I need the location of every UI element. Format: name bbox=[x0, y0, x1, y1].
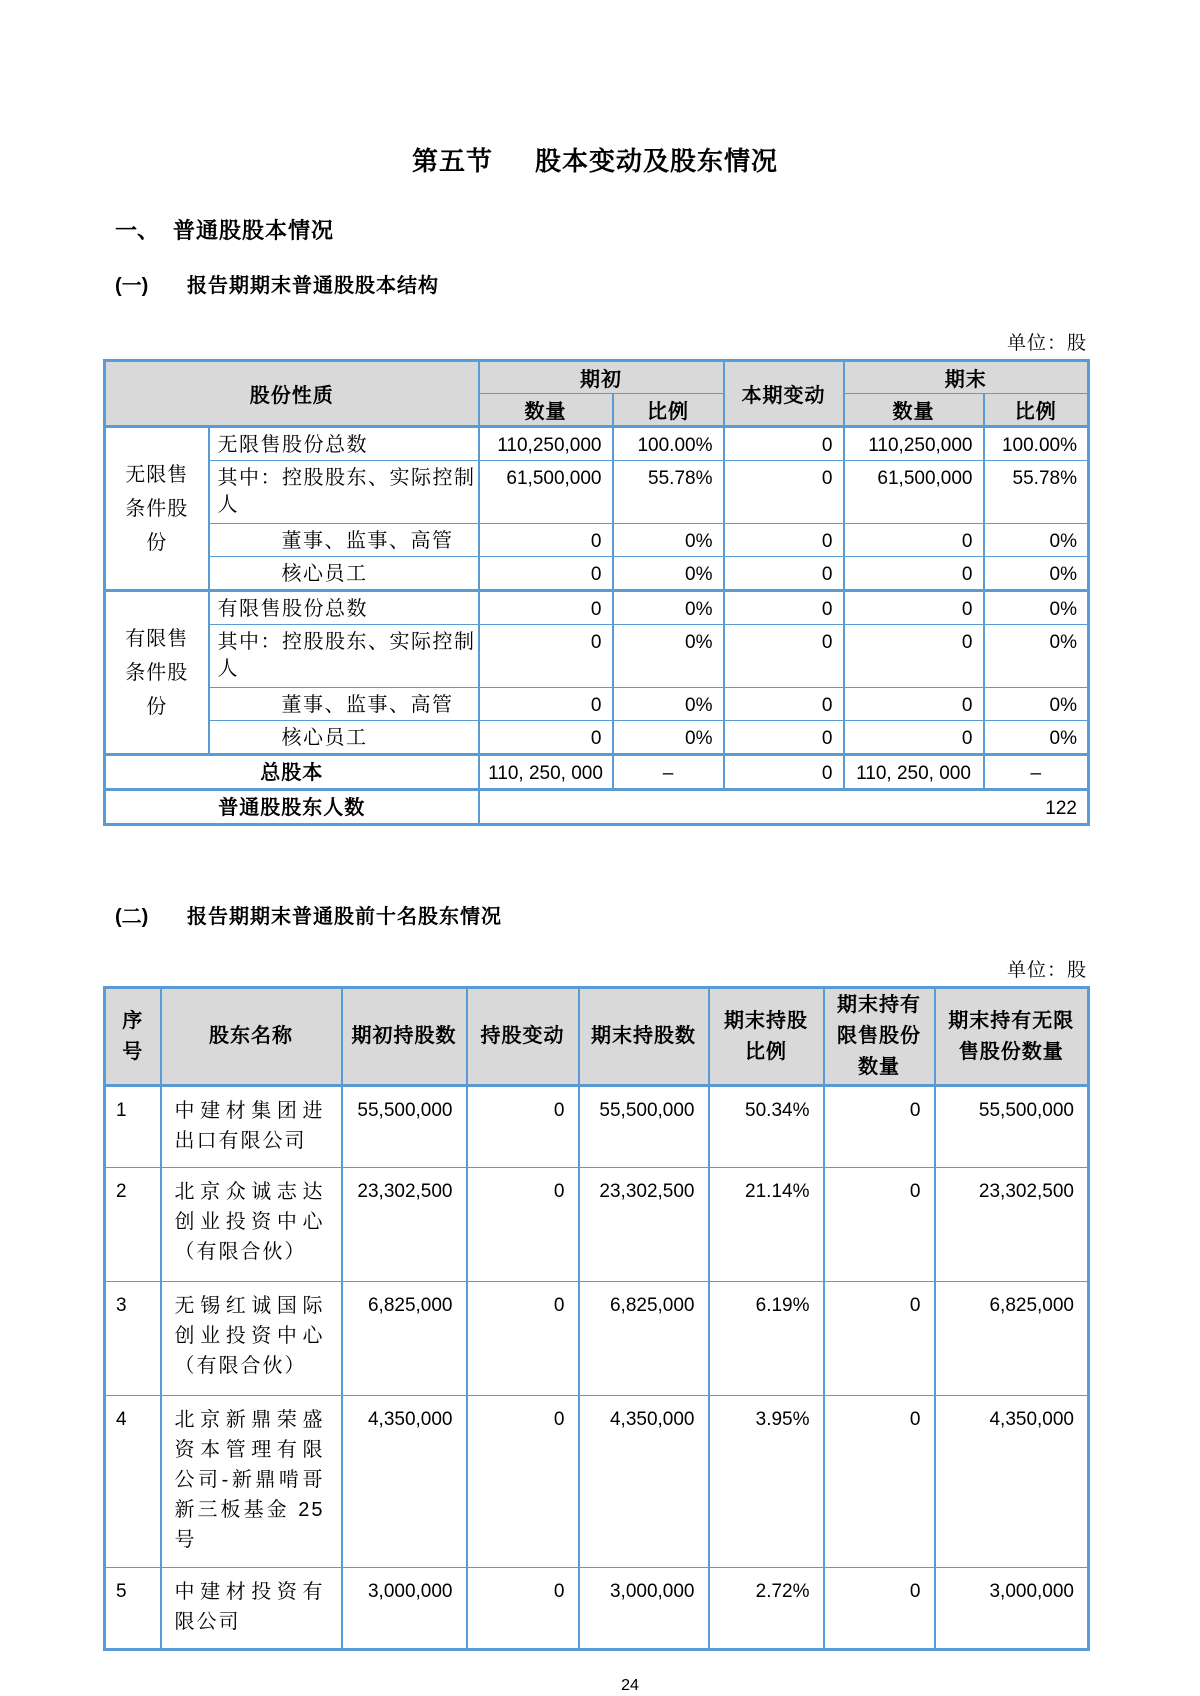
value-cell: 0 bbox=[844, 721, 984, 755]
shareholder-name-cell: 北京新鼎荣盛资本管理有限公司-新鼎啃哥新三板基金 25 号 bbox=[161, 1396, 342, 1568]
row-label-cell: 核心员工 bbox=[209, 557, 479, 591]
value-cell: 55.78% bbox=[613, 461, 724, 524]
group-cell-unrestricted: 无限售条件股份 bbox=[105, 427, 209, 591]
ratio-cell: 21.14% bbox=[709, 1168, 824, 1282]
shares-begin-cell: 23,302,500 bbox=[342, 1168, 467, 1282]
page-content bbox=[0, 141, 1200, 1695]
subsection-heading-2 bbox=[115, 900, 1087, 929]
value-cell: 0 bbox=[724, 524, 844, 557]
row-label-cell: 其中：控股股东、实际控制人 bbox=[209, 625, 479, 688]
value-cell: – bbox=[613, 755, 724, 790]
value-cell: 0% bbox=[984, 625, 1089, 688]
subsection-1-text: 报告期期末普通股股本结构 bbox=[187, 275, 439, 297]
value-cell: 0 bbox=[479, 524, 613, 557]
ratio-cell: 6.19% bbox=[709, 1282, 824, 1396]
header-end-ratio: 比例 bbox=[984, 394, 1089, 427]
unrestricted-shares-cell: 23,302,500 bbox=[935, 1168, 1089, 1282]
restricted-shares-cell: 0 bbox=[824, 1568, 935, 1650]
table-row bbox=[105, 427, 1089, 461]
value-cell: 0 bbox=[724, 591, 844, 625]
table-row bbox=[105, 688, 1089, 721]
value-cell: 0 bbox=[724, 755, 844, 790]
value-cell: 110, 250, 000 bbox=[844, 755, 984, 790]
value-cell: 0% bbox=[984, 524, 1089, 557]
table-row bbox=[105, 1282, 1089, 1396]
total-row bbox=[105, 755, 1089, 790]
value-cell: 0 bbox=[479, 625, 613, 688]
subsection-2-number: (二) bbox=[115, 906, 149, 928]
table-row bbox=[105, 1396, 1089, 1568]
shares-end-cell: 6,825,000 bbox=[579, 1282, 709, 1396]
table-row bbox=[105, 1086, 1089, 1168]
header-shares-change: 持股变动 bbox=[467, 988, 579, 1086]
value-cell: 0 bbox=[479, 688, 613, 721]
row-label-cell: 董事、监事、高管 bbox=[209, 524, 479, 557]
value-cell: 100.00% bbox=[613, 427, 724, 461]
table-row bbox=[105, 1168, 1089, 1282]
value-cell: 0% bbox=[613, 721, 724, 755]
holders-label-cell: 普通股股东人数 bbox=[105, 790, 479, 825]
value-cell: 61,500,000 bbox=[844, 461, 984, 524]
row-label-cell: 董事、监事、高管 bbox=[209, 688, 479, 721]
unrestricted-shares-cell: 55,500,000 bbox=[935, 1086, 1089, 1168]
shareholder-name-cell: 中建材集团进出口有限公司 bbox=[161, 1086, 342, 1168]
value-cell: – bbox=[984, 755, 1089, 790]
rank-cell: 1 bbox=[105, 1086, 161, 1168]
table-row bbox=[105, 461, 1089, 524]
value-cell: 0 bbox=[479, 591, 613, 625]
page-number: 24 bbox=[621, 1677, 639, 1694]
subsection-heading-1 bbox=[115, 269, 1087, 298]
rank-cell: 5 bbox=[105, 1568, 161, 1650]
shareholders-table bbox=[103, 986, 1090, 1651]
header-end-ratio: 期末持股比例 bbox=[709, 988, 824, 1086]
rank-cell: 3 bbox=[105, 1282, 161, 1396]
header-period-end: 期末 bbox=[844, 361, 1089, 394]
page-title bbox=[103, 141, 1087, 178]
value-cell: 0% bbox=[613, 591, 724, 625]
value-cell: 100.00% bbox=[984, 427, 1089, 461]
table-row bbox=[105, 721, 1089, 755]
value-cell: 0% bbox=[984, 721, 1089, 755]
table-header-row bbox=[105, 988, 1089, 1086]
holders-count-row bbox=[105, 790, 1089, 825]
unit-label-1: 单位：股 bbox=[1006, 333, 1087, 354]
header-begin-ratio: 比例 bbox=[613, 394, 724, 427]
page-title-text: 股本变动及股东情况 bbox=[535, 146, 779, 176]
share-structure-table bbox=[103, 359, 1090, 826]
subsection-2-text: 报告期期末普通股前十名股东情况 bbox=[187, 906, 502, 928]
value-cell: 110, 250, 000 bbox=[479, 755, 613, 790]
shares-begin-cell: 6,825,000 bbox=[342, 1282, 467, 1396]
table-header-row bbox=[105, 361, 1089, 394]
row-label-cell: 核心员工 bbox=[209, 721, 479, 755]
shares-begin-cell: 3,000,000 bbox=[342, 1568, 467, 1650]
shares-change-cell: 0 bbox=[467, 1086, 579, 1168]
table-row bbox=[105, 625, 1089, 688]
section-heading-number: 一、 bbox=[115, 218, 160, 243]
header-period-begin: 期初 bbox=[479, 361, 724, 394]
subsection-1-number: (一) bbox=[115, 275, 149, 297]
row-label-cell: 有限售股份总数 bbox=[209, 591, 479, 625]
total-label-cell: 总股本 bbox=[105, 755, 479, 790]
value-cell: 0% bbox=[984, 591, 1089, 625]
rank-cell: 4 bbox=[105, 1396, 161, 1568]
value-cell: 0 bbox=[724, 427, 844, 461]
value-cell: 0% bbox=[984, 688, 1089, 721]
shares-end-cell: 4,350,000 bbox=[579, 1396, 709, 1568]
row-label-cell: 无限售股份总数 bbox=[209, 427, 479, 461]
header-restricted-shares: 期末持有限售股份数量 bbox=[824, 988, 935, 1086]
header-rank: 序号 bbox=[105, 988, 161, 1086]
shareholder-name-cell: 无锡红诚国际创业投资中心（有限合伙） bbox=[161, 1282, 342, 1396]
value-cell: 0 bbox=[724, 557, 844, 591]
value-cell: 110,250,000 bbox=[844, 427, 984, 461]
value-cell: 0 bbox=[844, 557, 984, 591]
header-period-change: 本期变动 bbox=[724, 361, 844, 427]
group-cell-restricted: 有限售条件股份 bbox=[105, 591, 209, 755]
header-unrestricted-shares: 期末持有无限售股份数量 bbox=[935, 988, 1089, 1086]
shares-change-cell: 0 bbox=[467, 1168, 579, 1282]
value-cell: 0% bbox=[613, 688, 724, 721]
value-cell: 0 bbox=[479, 557, 613, 591]
shares-begin-cell: 4,350,000 bbox=[342, 1396, 467, 1568]
restricted-shares-cell: 0 bbox=[824, 1086, 935, 1168]
shares-change-cell: 0 bbox=[467, 1568, 579, 1650]
value-cell: 0 bbox=[844, 591, 984, 625]
rank-cell: 2 bbox=[105, 1168, 161, 1282]
shares-change-cell: 0 bbox=[467, 1282, 579, 1396]
header-share-nature: 股份性质 bbox=[105, 361, 479, 427]
ratio-cell: 50.34% bbox=[709, 1086, 824, 1168]
value-cell: 110,250,000 bbox=[479, 427, 613, 461]
unit-label-2: 单位：股 bbox=[1006, 960, 1087, 981]
value-cell: 0% bbox=[613, 625, 724, 688]
ratio-cell: 3.95% bbox=[709, 1396, 824, 1568]
value-cell: 55.78% bbox=[984, 461, 1089, 524]
page-title-section-number: 第五节 bbox=[411, 146, 493, 176]
shareholder-name-cell: 北京众诚志达创业投资中心（有限合伙） bbox=[161, 1168, 342, 1282]
section-heading-text: 普通股股本情况 bbox=[173, 218, 335, 243]
value-cell: 0 bbox=[844, 524, 984, 557]
shareholder-name-cell: 中建材投资有限公司 bbox=[161, 1568, 342, 1650]
value-cell: 0 bbox=[724, 688, 844, 721]
value-cell: 0 bbox=[724, 461, 844, 524]
table-row bbox=[105, 524, 1089, 557]
value-cell: 61,500,000 bbox=[479, 461, 613, 524]
value-cell: 0 bbox=[844, 688, 984, 721]
unrestricted-shares-cell: 6,825,000 bbox=[935, 1282, 1089, 1396]
value-cell: 0 bbox=[724, 721, 844, 755]
restricted-shares-cell: 0 bbox=[824, 1396, 935, 1568]
value-cell: 0% bbox=[984, 557, 1089, 591]
unrestricted-shares-cell: 3,000,000 bbox=[935, 1568, 1089, 1650]
restricted-shares-cell: 0 bbox=[824, 1168, 935, 1282]
holders-count-cell: 122 bbox=[479, 790, 1089, 825]
table-row bbox=[105, 591, 1089, 625]
value-cell: 0 bbox=[844, 625, 984, 688]
header-shares-begin: 期初持股数 bbox=[342, 988, 467, 1086]
unrestricted-shares-cell: 4,350,000 bbox=[935, 1396, 1089, 1568]
value-cell: 0 bbox=[724, 625, 844, 688]
header-shares-end: 期末持股数 bbox=[579, 988, 709, 1086]
header-begin-qty: 数量 bbox=[479, 394, 613, 427]
ratio-cell: 2.72% bbox=[709, 1568, 824, 1650]
restricted-shares-cell: 0 bbox=[824, 1282, 935, 1396]
section-heading bbox=[115, 214, 1087, 245]
value-cell: 0% bbox=[613, 557, 724, 591]
header-end-qty: 数量 bbox=[844, 394, 984, 427]
header-shareholder-name: 股东名称 bbox=[161, 988, 342, 1086]
shares-end-cell: 3,000,000 bbox=[579, 1568, 709, 1650]
value-cell: 0 bbox=[479, 721, 613, 755]
shares-change-cell: 0 bbox=[467, 1396, 579, 1568]
shares-end-cell: 23,302,500 bbox=[579, 1168, 709, 1282]
table-row bbox=[105, 557, 1089, 591]
shares-end-cell: 55,500,000 bbox=[579, 1086, 709, 1168]
shares-begin-cell: 55,500,000 bbox=[342, 1086, 467, 1168]
row-label-cell: 其中：控股股东、实际控制人 bbox=[209, 461, 479, 524]
table-row bbox=[105, 1568, 1089, 1650]
value-cell: 0% bbox=[613, 524, 724, 557]
